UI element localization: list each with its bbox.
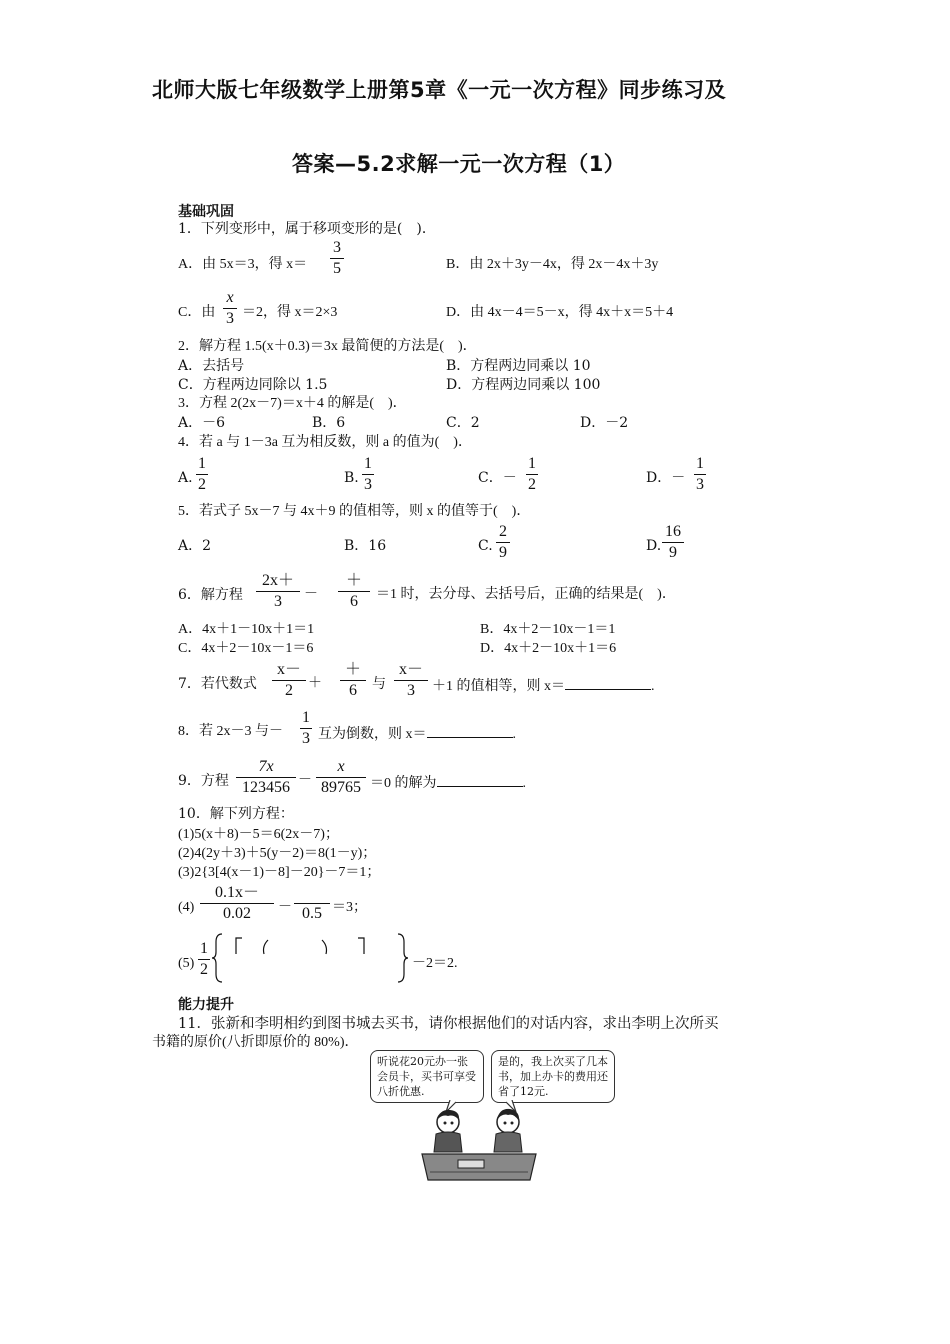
fraction-bar <box>394 680 428 681</box>
q1-option-d: D．由 4x－4＝5－x，得 4x＋x＝5＋4 <box>446 305 674 320</box>
q1-option-a: A．由 5x＝3，得 x＝ <box>178 257 308 272</box>
left-curly-brace <box>212 934 222 982</box>
q10-part-2: (2)4(2y＋3)＋5(y－2)＝8(1－y)； <box>178 846 377 861</box>
q7-f2-numerator: ＋ <box>344 661 361 678</box>
right-square-bracket <box>358 938 364 954</box>
q9-answer-blank[interactable] <box>437 772 523 787</box>
q7-answer-blank[interactable] <box>565 675 651 690</box>
q2-option-b: B．方程两边同乘以 10 <box>446 358 591 374</box>
q4-b-numerator: 1 <box>364 455 372 472</box>
q7-prefix: 7．若代数式 <box>178 676 257 692</box>
q8-numerator: 1 <box>302 709 310 726</box>
page-title-line2: 答案—5.2求解一元一次方程（1） <box>292 152 626 176</box>
q6-prefix: 6．解方程 <box>178 587 243 603</box>
q8-suffix-text: 互为倒数，则 x＝ <box>318 727 427 742</box>
q10-p5-denominator: 2 <box>200 961 208 978</box>
q10-part-4-minus: － <box>278 900 292 915</box>
q10-p4-f2-denominator: 0.5 <box>302 905 322 922</box>
fraction-bar <box>223 308 237 309</box>
q1-stem: 1．下列变形中，属于移项变形的是( )． <box>178 221 436 237</box>
fraction-bar <box>256 591 300 592</box>
q8-prefix: 8．若 2x－3 与－ <box>178 724 283 739</box>
q1-option-a-fraction <box>330 239 344 278</box>
fraction-bar <box>196 474 208 475</box>
q8-answer-blank[interactable] <box>427 723 513 738</box>
q7-period: . <box>651 679 655 694</box>
q5-option-c-fraction <box>496 523 510 562</box>
q5-option-d-prefix: D. <box>646 538 662 554</box>
q10-stem: 10．解下列方程： <box>178 806 294 822</box>
q1-c-denominator: 3 <box>226 310 234 327</box>
q6-f1-denominator: 3 <box>274 593 282 610</box>
left-boy-body <box>434 1132 462 1152</box>
q6-option-a: A．4x＋1－10x＋1＝1 <box>178 622 315 637</box>
q3-option-d: D．－2 <box>580 415 629 431</box>
q6-option-c: C．4x＋2－10x－1＝6 <box>178 641 314 656</box>
q4-c-numerator: 1 <box>528 455 536 472</box>
q8-denominator: 3 <box>302 730 310 747</box>
q9-prefix: 9．方程 <box>178 773 229 789</box>
q10-part-1: (1)5(x＋8)－5＝6(2x－7)； <box>178 827 339 842</box>
q9-f1-numerator: 7x <box>258 758 274 775</box>
fraction-bar <box>662 542 684 543</box>
q6-f2-denominator: 6 <box>350 593 358 610</box>
q6-option-b: B．4x＋2－10x－1＝1 <box>480 622 616 637</box>
q5-option-b: B．16 <box>344 538 387 554</box>
right-paren <box>322 940 327 954</box>
q2-option-d: D．方程两边同乘以 100 <box>446 377 601 393</box>
q9-suffix-text: ＝0 的解为 <box>370 776 437 791</box>
fraction-bar <box>526 474 538 475</box>
right-boy-eye <box>511 1122 514 1125</box>
q4-a-denominator: 2 <box>198 476 206 493</box>
q4-option-c-fraction <box>526 455 538 494</box>
q4-option-b-prefix: B. <box>344 470 359 486</box>
q9-f2-denominator: 89765 <box>321 779 361 796</box>
q4-d-numerator: 1 <box>696 455 704 472</box>
q3-stem: 3．方程 2(2x－7)＝x＋4 的解是( )． <box>178 396 407 411</box>
q10-part-3: (3)2{3[4(x－1)－8]－20}－7＝1； <box>178 865 381 880</box>
q1-c-numerator: x <box>226 289 234 306</box>
left-boy-eye <box>444 1122 447 1125</box>
q4-b-denominator: 3 <box>364 476 372 493</box>
speech-bubble-right: 是的，我上次买了几本书，加上办卡的费用还省了12元. <box>491 1050 615 1103</box>
q7-fraction-2 <box>340 661 366 700</box>
q4-stem: 4．若 a 与 1－3a 互为相反数，则 a 的值为( )． <box>178 435 472 450</box>
q3-option-b: B．6 <box>312 415 346 431</box>
section-basic-heading: 基础巩固 <box>178 204 234 220</box>
q11-stem-line2: 书籍的原价(八折即原价的 80%)． <box>152 1035 359 1050</box>
q10-part-4-fraction-1 <box>200 884 274 923</box>
left-paren <box>264 940 269 954</box>
q10-p5-numerator: 1 <box>200 940 208 957</box>
q3-option-a: A．－6 <box>178 415 226 431</box>
q10-part-4-prefix: (4) <box>178 900 195 915</box>
q4-option-d-prefix: D．－ <box>646 470 686 486</box>
fraction-bar <box>200 903 274 904</box>
q6-option-d: D．4x＋2－10x＋1＝6 <box>480 641 617 656</box>
q1-option-c-fraction <box>223 289 237 328</box>
fraction-bar <box>294 903 330 904</box>
q1-option-c-rest: ＝2，得 x＝2×3 <box>242 305 338 320</box>
q1-a-denominator: 5 <box>333 260 341 277</box>
fraction-bar <box>694 474 706 475</box>
fraction-bar <box>300 728 312 729</box>
q6-minus: － <box>304 587 318 602</box>
q7-suffix <box>432 675 655 696</box>
q10-part-5-suffix: －2＝2. <box>412 956 458 971</box>
q7-f3-denominator: 3 <box>407 682 415 699</box>
right-boy-body <box>494 1132 522 1152</box>
q7-f2-denominator: 6 <box>349 682 357 699</box>
q5-d-numerator: 16 <box>665 523 681 540</box>
q3-option-c: C．2 <box>446 415 480 431</box>
q4-option-d-fraction <box>694 455 706 494</box>
q9-f1-denominator: 123456 <box>242 779 290 796</box>
cartoon-two-boys-illustration <box>420 1100 538 1184</box>
q4-d-denominator: 3 <box>696 476 704 493</box>
q9-period: . <box>522 776 526 791</box>
q4-option-c-prefix: C．－ <box>478 470 517 486</box>
fraction-bar <box>362 474 374 475</box>
fraction-bar <box>340 680 366 681</box>
q5-c-denominator: 9 <box>499 544 507 561</box>
q10-part-5-fraction <box>198 940 210 979</box>
q6-fraction-2 <box>338 572 370 611</box>
q1-option-b: B．由 2x＋3y－4x，得 2x－4x＋3y <box>446 257 659 272</box>
q5-c-numerator: 2 <box>499 523 507 540</box>
right-boy-eye <box>504 1122 507 1125</box>
page-title-line1: 北师大版七年级数学上册第5章《一元一次方程》同步练习及 <box>152 78 727 102</box>
q2-stem: 2．解方程 1.5(x＋0.3)＝3x 最简便的方法是( )． <box>178 339 477 354</box>
q5-option-d-fraction <box>662 523 684 562</box>
q5-d-denominator: 9 <box>669 544 677 561</box>
q10-part-4-suffix: ＝3； <box>332 900 367 915</box>
q9-minus: － <box>298 773 312 788</box>
q10-p4-f1-numerator: 0.1x－ <box>214 884 259 901</box>
q4-option-a-prefix: A. <box>178 470 193 486</box>
q11-stem-line1: 11．张新和李明相约到图书城去买书，请你根据他们的对话内容，求出李明上次所买 <box>178 1016 719 1032</box>
q7-plus: ＋ <box>308 676 322 691</box>
q9-fraction-1 <box>236 758 296 797</box>
q2-option-c: C．方程两边同除以 1.5 <box>178 377 328 393</box>
q10-p4-f1-denominator: 0.02 <box>223 905 251 922</box>
q10-part-4-fraction-2 <box>294 884 330 923</box>
q6-f1-numerator: 2x＋ <box>261 572 294 589</box>
left-square-bracket <box>236 938 242 954</box>
fraction-bar <box>236 777 296 778</box>
q1-option-c-prefix: C．由 <box>178 305 216 320</box>
q10-part-5-bracket-group <box>212 932 408 984</box>
q8-fraction <box>300 709 312 748</box>
fraction-bar <box>330 258 344 259</box>
speech-bubble-left: 听说花20元办一张会员卡，买书可享受八折优惠. <box>370 1050 484 1103</box>
fraction-bar <box>198 959 210 960</box>
q7-suffix-text: ＋1 的值相等，则 x＝ <box>432 679 565 694</box>
q4-option-a-fraction <box>196 455 208 494</box>
q8-period: . <box>512 727 516 742</box>
q4-a-numerator: 1 <box>198 455 206 472</box>
fraction-bar <box>316 777 366 778</box>
q6-f2-numerator: ＋ <box>345 572 362 589</box>
q8-suffix <box>318 723 516 744</box>
q10-p4-f2-numerator-empty <box>294 884 330 902</box>
q10-part-5-prefix: (5) <box>178 956 195 971</box>
q1-a-numerator: 3 <box>333 239 341 256</box>
q5-option-a: A．2 <box>178 538 212 554</box>
q9-suffix <box>370 772 526 793</box>
fraction-bar <box>272 680 306 681</box>
q6-fraction-1 <box>256 572 300 611</box>
section-advanced-heading: 能力提升 <box>178 997 234 1013</box>
book-on-desk <box>458 1160 484 1168</box>
q7-f1-denominator: 2 <box>285 682 293 699</box>
q5-option-c-prefix: C. <box>478 538 493 554</box>
q4-option-b-fraction <box>362 455 374 494</box>
right-curly-brace <box>398 934 408 982</box>
q9-f2-numerator: x <box>337 758 345 775</box>
q4-c-denominator: 2 <box>528 476 536 493</box>
fraction-bar <box>338 591 370 592</box>
q7-fraction-3 <box>394 661 428 700</box>
q7-fraction-1 <box>272 661 306 700</box>
q5-stem: 5．若式子 5x－7 与 4x＋9 的值相等，则 x 的值等于( )． <box>178 504 531 519</box>
fraction-bar <box>496 542 510 543</box>
q7-and: 与 <box>372 676 386 692</box>
q6-suffix: ＝1 时，去分母、去括号后，正确的结果是( )． <box>376 587 676 602</box>
q7-f1-numerator: x－ <box>276 661 301 678</box>
q7-f3-numerator: x－ <box>398 661 423 678</box>
q2-option-a: A．去括号 <box>178 358 245 374</box>
q9-fraction-2 <box>316 758 366 797</box>
left-boy-eye <box>451 1122 454 1125</box>
